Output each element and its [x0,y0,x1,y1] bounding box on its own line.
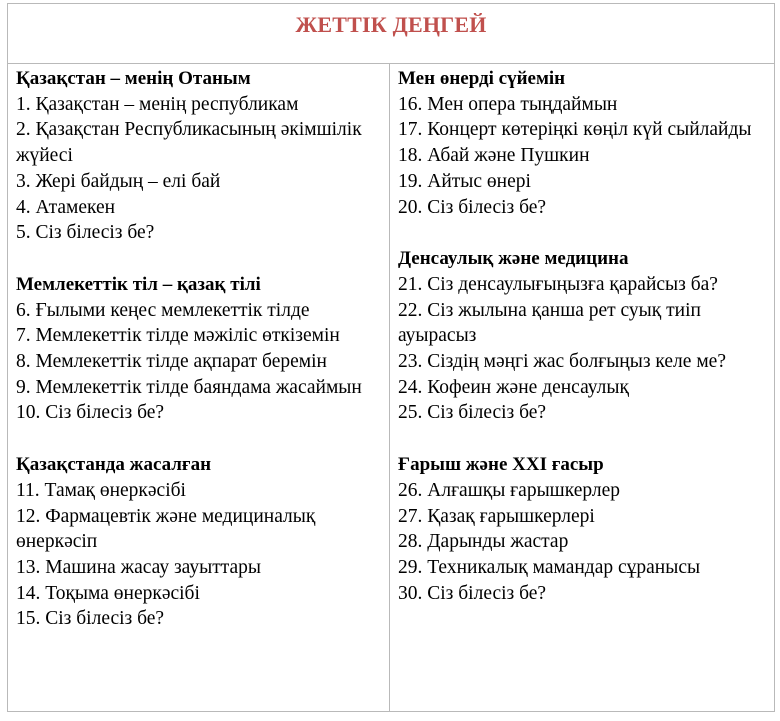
list-item: 4. Атамекен [16,196,116,218]
list-item: 20. Сіз білесіз бе? [398,196,547,218]
list-item: 12. Фармацевтік және медициналық өнеркәсіп [16,505,316,553]
list-item: 26. Алғашқы ғарышкерлер [398,479,620,501]
section-space-21st-century [398,452,770,606]
left-column [8,64,390,711]
section-heading: Қазақстанда жасалған [16,454,212,476]
list-item: 15. Сіз білесіз бе? [16,608,165,630]
list-item: 28. Дарынды жастар [398,531,569,553]
page-title: ЖЕТТІК ДЕҢГЕЙ [295,12,487,37]
list-item: 22. Сіз жылына қанша рет суық тиіп ауырасыз [398,299,701,347]
title-row [8,4,774,64]
list-item: 10. Сіз білесіз бе? [16,402,165,424]
section-heading: Қазақстан – менің Отаным [16,68,251,89]
list-item: 6. Ғылыми кеңес мемлекеттік тілде [16,299,310,321]
section-heading: Мен өнерді сүйемін [398,68,566,89]
list-item: 1. Қазақстан – менің республикам [16,93,299,115]
list-item: 5. Сіз білесіз бе? [16,222,155,244]
section-heading: Ғарыш және ХХІ ғасыр [398,454,604,476]
section-kazakhstan-homeland [16,66,385,246]
section-health-medicine [398,246,770,426]
section-made-in-kazakhstan [16,452,385,632]
list-item: 3. Жері байдың – елі бай [16,170,221,192]
list-item: 19. Айтыс өнері [398,170,531,192]
list-item: 29. Техникалық мамандар сұранысы [398,556,701,578]
list-item: 18. Абай және Пушкин [398,145,590,167]
list-item: 11. Тамақ өнеркәсібі [16,479,186,501]
list-item: 7. Мемлекеттік тілде мәжіліс өткіземін [16,325,340,347]
section-love-art [398,66,770,220]
list-item: 17. Концерт көтеріңкі көңіл күй сыйлайды [398,119,752,141]
list-item: 30. Сіз білесіз бе? [398,582,547,604]
list-item: 27. Қазақ ғарышкерлері [398,505,595,527]
list-item: 24. Кофеин және денсаулық [398,376,629,398]
topics-table [7,3,775,712]
list-item: 2. Қазақстан Республикасының әкімшілік жүйесі [16,119,362,167]
list-item: 14. Тоқыма өнеркәсібі [16,582,200,604]
section-heading: Денсаулық және медицина [398,248,629,270]
section-heading: Мемлекеттік тіл – қазақ тілі [16,273,261,295]
list-item: 25. Сіз білесіз бе? [398,402,547,424]
section-state-language [16,272,385,426]
list-item: 23. Сіздің мәңгі жас болғыңыз келе ме? [398,351,726,373]
list-item: 9. Мемлекеттік тілде баяндама жасаймын [16,376,362,398]
list-item: 8. Мемлекеттік тілде ақпарат беремін [16,351,327,373]
list-item: 21. Сіз денсаулығыңызға қарайсыз ба? [398,273,718,295]
list-item: 16. Мен опера тыңдаймын [398,93,618,115]
right-column [390,64,774,711]
list-item: 13. Машина жасау зауыттары [16,556,261,578]
